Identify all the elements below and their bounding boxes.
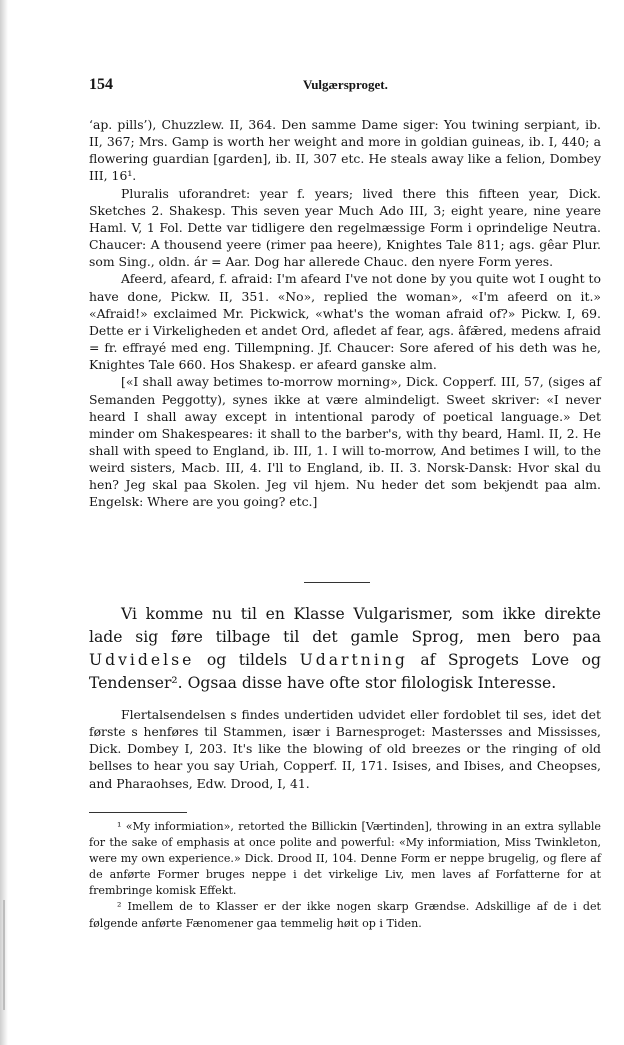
paragraph-pluralis: Pluralis uforandret: year f. years; lived there this fifteen year, Dick. Sketches 2. Shakesp. This seven year Much Ado III, 3; eight yeare, nine yeare Haml. V, 1 Fol. Dette var tidligere den regelmæssige Form i oprindelige Neutra. Chaucer: A thousend yeere (rimer paa heere), Knightes Tale 811; ags. gêar Plur. som Sing., oldn. ár = Aar. Dog har allerede Chauc. den nyere Form yeres. [89, 185, 601, 270]
section-intro [89, 603, 601, 695]
plural-paragraph-block [89, 706, 601, 792]
page-header [89, 76, 601, 96]
scan-edge [0, 0, 8, 1045]
section-divider [304, 582, 370, 583]
intro-text-c: af Sprogets Love og Tendenser². Ogsaa disse have ofte stor filologisk Interesse. [89, 651, 601, 692]
footnote-2: ² Imellem de to Klasser er der ikke nogen skarp Grændse. Adskillige af de i det følgende anførte Fænomener gaa temmelig høit op i Tiden. [89, 900, 601, 930]
binding-shadow [3, 900, 5, 1010]
spaced-term-udvidelse: Udvidelse [89, 651, 195, 669]
running-title: Vulgærsproget. [303, 77, 388, 92]
spaced-term-udartning: Udartning [299, 651, 408, 669]
intro-text-b: og tildels [194, 651, 300, 669]
footnote-rule [89, 812, 187, 813]
page-number: 154 [89, 76, 113, 93]
footnotes [89, 819, 601, 932]
intro-text-a: Vi komme nu til en Klasse Vulgarismer, som ikke direkte lade sig føre tilbage til det gamle Sprog, men bero paa [89, 605, 601, 646]
footnote-1: ¹ «My informiation», retorted the Billickin [Værtinden], throwing in an extra syllable for the sake of emphasis at once polite and powerful: «My informiation, Miss Twinkleton, were my own experience.» Dick. Drood II, 104. Denne Form er neppe brugelig, og flere af de anførte Former bruges neppe i det virkelige Liv, men laves af Forfatterne for at frembringe komisk Effekt. [89, 820, 601, 898]
section-intro-paragraph [89, 603, 601, 695]
paragraph-afeerd: Afeerd, afeard, f. afraid: I'm afeard I've not done by you quite wot I ought to have done, Pickw. II, 351. «No», replied the woman», «I'm afeerd on it.» «Afraid!» exclaimed Mr. Pickwick, «what's the woman afraid of?» Pickw. I, 69. Dette er i Virkeligheden et andet Ord, afledet af fear, ags. âfǣred, medens afraid = fr. effrayé med eng. Tillempning. Jf. Chaucer: Sore afered of his deth was he, Knightes Tale 660. Hos Shakesp. er afeard ganske alm. [89, 271, 601, 373]
paragraph-shall-away: [«I shall away betimes to-morrow morning», Dick. Copperf. III, 57, (siges af Semanden Peggotty), synes ikke at være almindeligt. Sweet skriver: «I never heard I shall away except in intentional parody of poetical language.» Det minder om Shakespeares: it shall to the barber's, with thy beard, Haml. II, 2. He shall with speed to England, ib. III, 1. I will to-morrow, And betimes I will, to the weird sisters, Macb. III, 4. I'll to England, ib. II. 3. Norsk-Dansk: Hvor skal du hen? Jeg skal paa Skolen. Jeg vil hjem. Nu heder det som bekjendt paa alm. Engelsk: Where are you going? etc.] [89, 374, 601, 510]
paragraph-flertal: Flertalsendelsen s findes undertiden udvidet eller fordoblet til ses, idet det første s henføres til Stammen, især i Barnesproget: Mastersses and Mississes, Dick. Dombey I, 203. It's like the blowing of old breezes or the ringing of old bellses to hear you say Uriah, Copperf. II, 171. Isises, and Ibises, and Cheopses, and Pharaohses, Edw. Drood, I, 41. [89, 707, 601, 791]
paragraph-continuation: ‘ap. pills’), Chuzzlew. II, 364. Den samme Dame siger: You twining serpiant, ib. II, 367; Mrs. Gamp is worth her weight and more in goldian guineas, ib. I, 440; a flowering guardian [garden], ib. II, 307 etc. He steals away like a felion, Dombey III, 16¹. [89, 117, 601, 184]
top-text-block [89, 116, 601, 511]
